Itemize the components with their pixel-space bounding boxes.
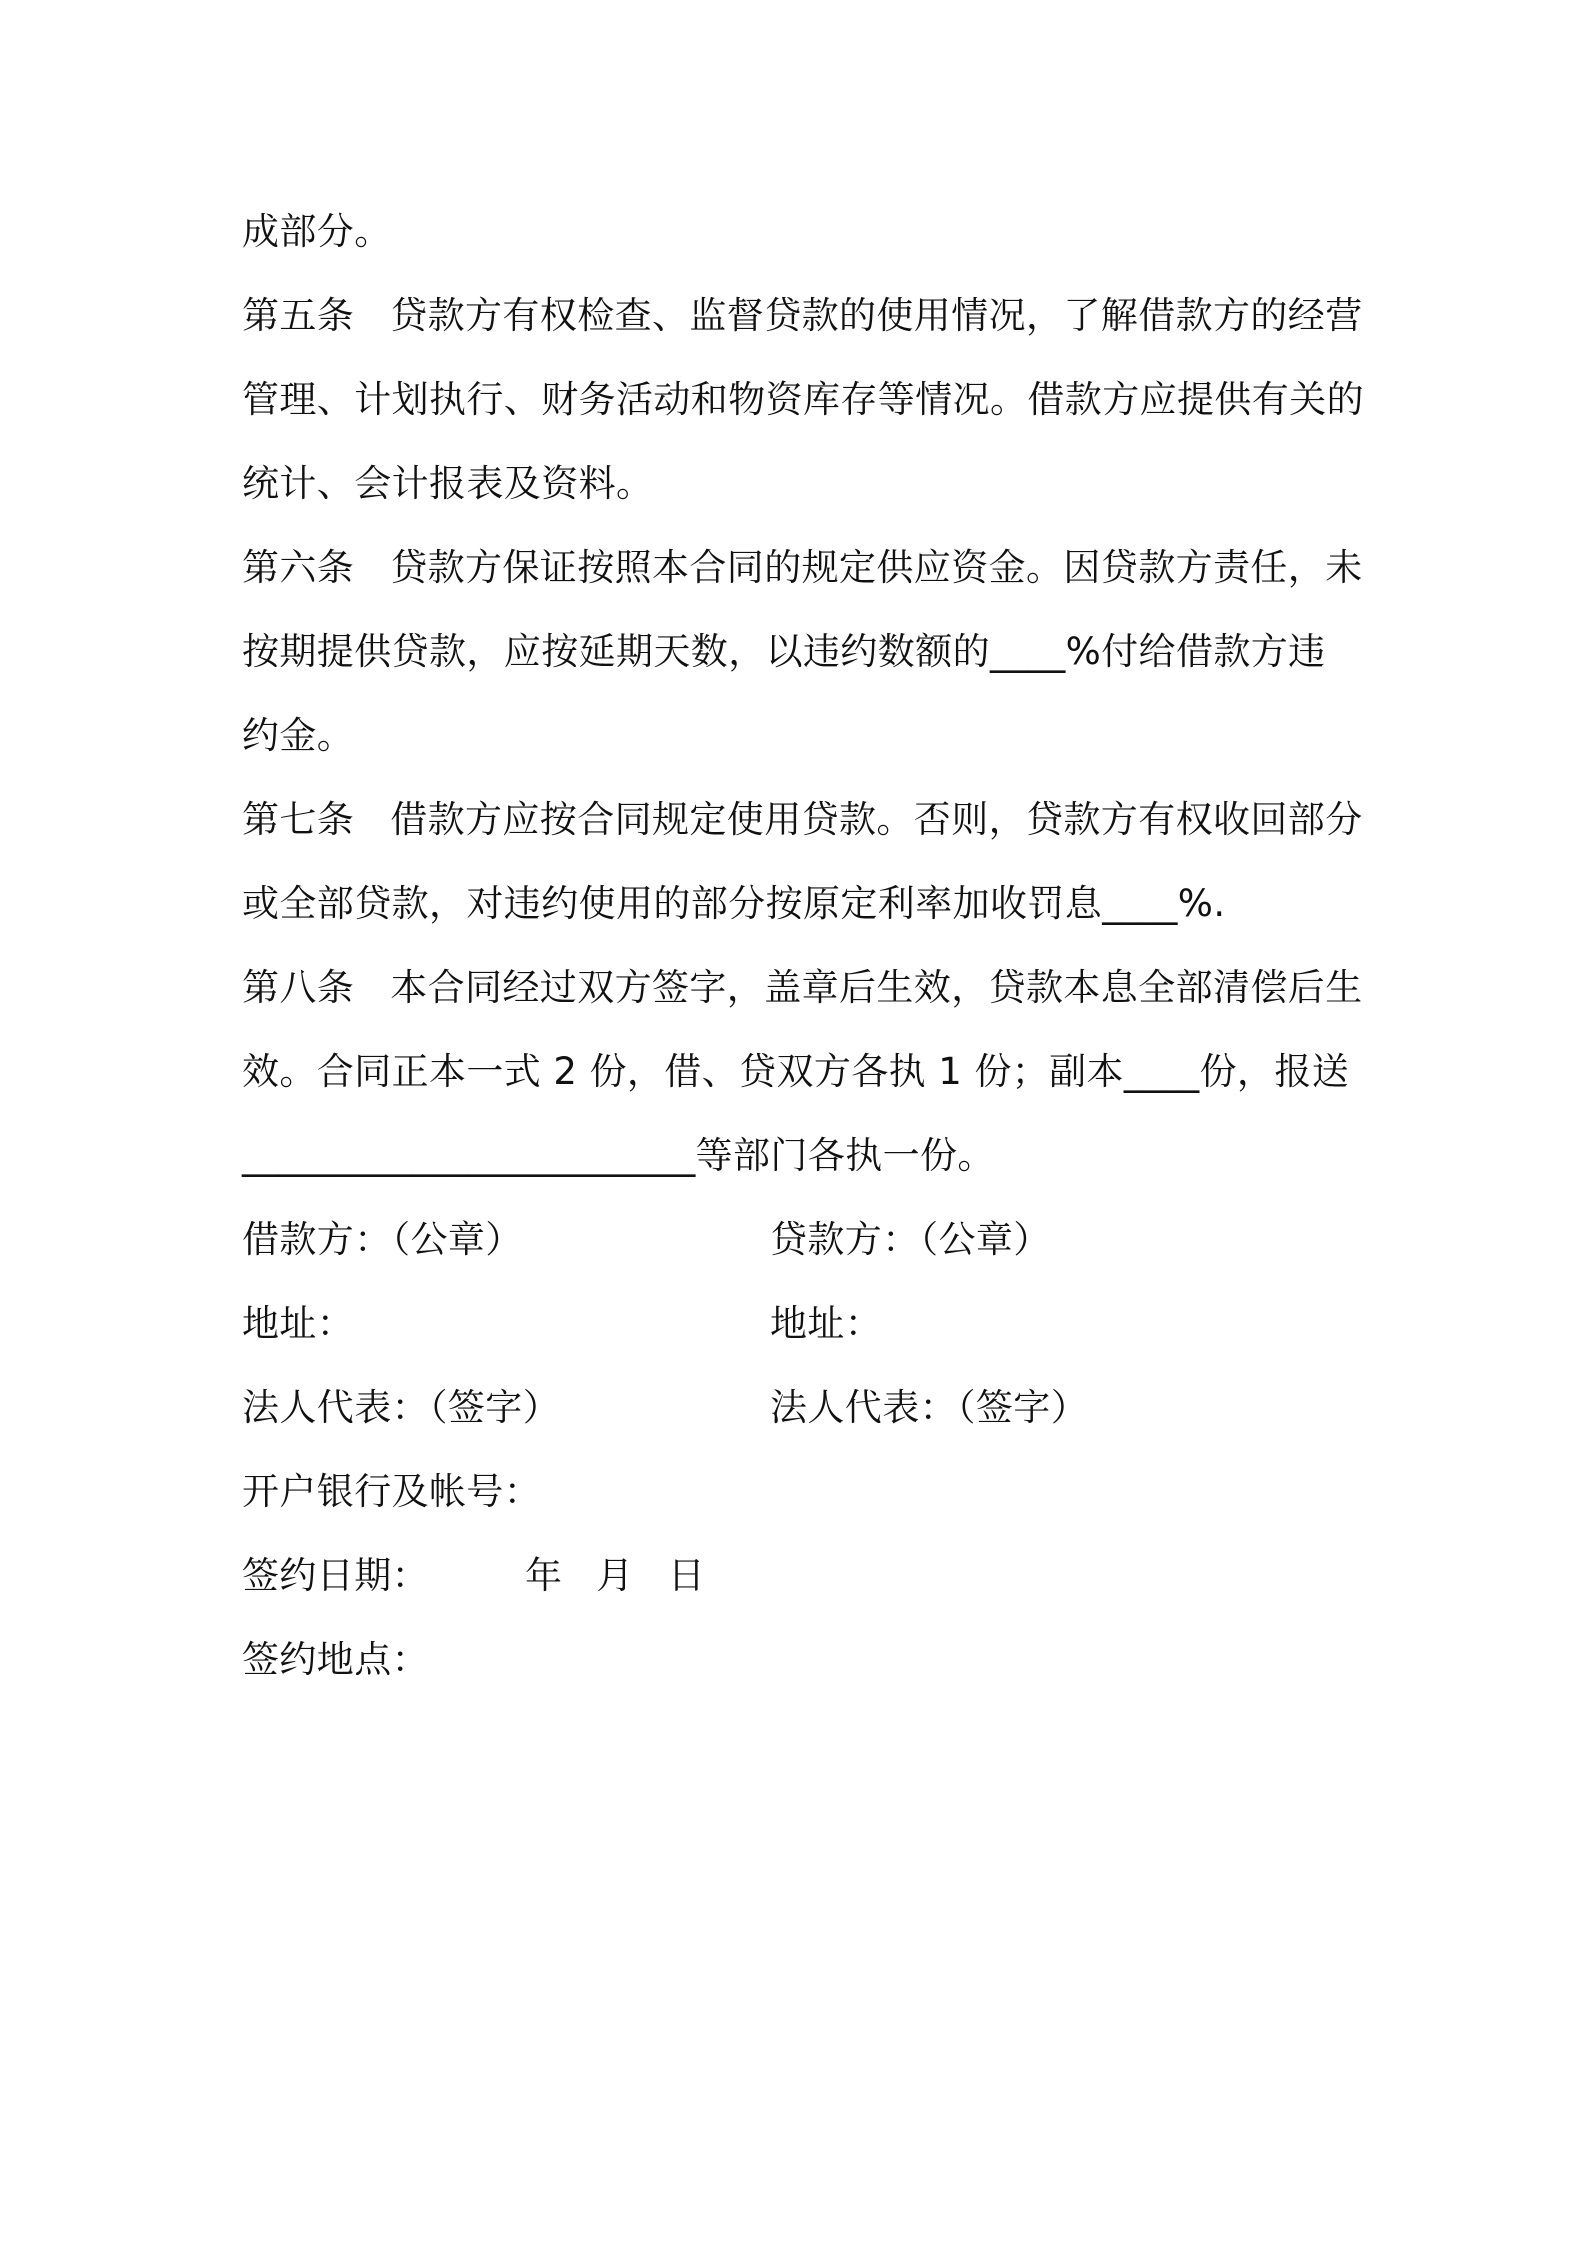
article-7-line-1 xyxy=(242,796,1363,844)
continuation-text: 成部分。 xyxy=(242,210,392,253)
date-month: 月 xyxy=(596,1554,634,1597)
date-year: 年 xyxy=(525,1554,563,1597)
signing-date-line xyxy=(242,1552,705,1600)
article-8-text-2: 效。合同正本一式 2 份，借、贷双方各执 1 份；副本____份，报送 xyxy=(242,1050,1350,1093)
article-7-text-2: 或全部贷款，对违约使用的部分按原定利率加收罚息____%. xyxy=(242,882,1226,925)
article-5-text-3: 统计、会计报表及资料。 xyxy=(242,462,654,505)
article-6-text-3: 约金。 xyxy=(242,714,355,757)
article-7-line-2 xyxy=(242,880,1226,928)
article-8-heading: 第八条 xyxy=(242,966,355,1009)
signing-date-label: 签约日期： xyxy=(242,1554,429,1597)
article-6-line-2 xyxy=(242,628,1326,676)
borrower-seal-label: 借款方：（公章） xyxy=(242,1218,523,1261)
article-5-line-1 xyxy=(242,292,1363,340)
article-7-heading: 第七条 xyxy=(242,798,355,841)
paragraph-continuation xyxy=(242,208,392,256)
article-5-text-1: 贷款方有权检查、监督贷款的使用情况，了解借款方的经营 xyxy=(390,294,1363,337)
article-5-line-3 xyxy=(242,460,653,508)
article-6-line-1 xyxy=(242,544,1363,592)
article-6-line-3 xyxy=(242,712,354,760)
borrower-address-label: 地址： xyxy=(242,1302,355,1345)
article-6-text-2: 按期提供贷款，应按延期天数，以违约数额的____%付给借款方违 xyxy=(242,630,1326,673)
article-6-text-1: 贷款方保证按照本合同的规定供应资金。因贷款方责任，未 xyxy=(390,546,1363,589)
bank-account-label: 开户银行及帐号： xyxy=(242,1470,542,1513)
article-5-heading: 第五条 xyxy=(242,294,355,337)
signing-place-label: 签约地点： xyxy=(242,1638,429,1681)
borrower-rep-label: 法人代表：（签字） xyxy=(242,1386,561,1429)
article-8-line-1 xyxy=(242,964,1363,1012)
article-8-line-3 xyxy=(242,1132,995,1180)
date-day: 日 xyxy=(667,1554,706,1597)
article-5-line-2 xyxy=(242,376,1364,424)
lender-rep-label: 法人代表：（签字） xyxy=(770,1386,1089,1429)
article-8-text-3: ________________________等部门各执一份。 xyxy=(242,1134,995,1177)
article-6-heading: 第六条 xyxy=(242,546,355,589)
lender-address-label: 地址： xyxy=(770,1302,883,1345)
lender-seal-label: 贷款方：（公章） xyxy=(770,1218,1051,1261)
article-7-text-1: 借款方应按合同规定使用贷款。否则，贷款方有权收回部分 xyxy=(390,798,1363,841)
article-8-text-1: 本合同经过双方签字，盖章后生效，贷款本息全部清偿后生 xyxy=(390,966,1363,1009)
article-5-text-2: 管理、计划执行、财务活动和物资库存等情况。借款方应提供有关的 xyxy=(242,378,1364,421)
article-8-line-2 xyxy=(242,1048,1349,1096)
